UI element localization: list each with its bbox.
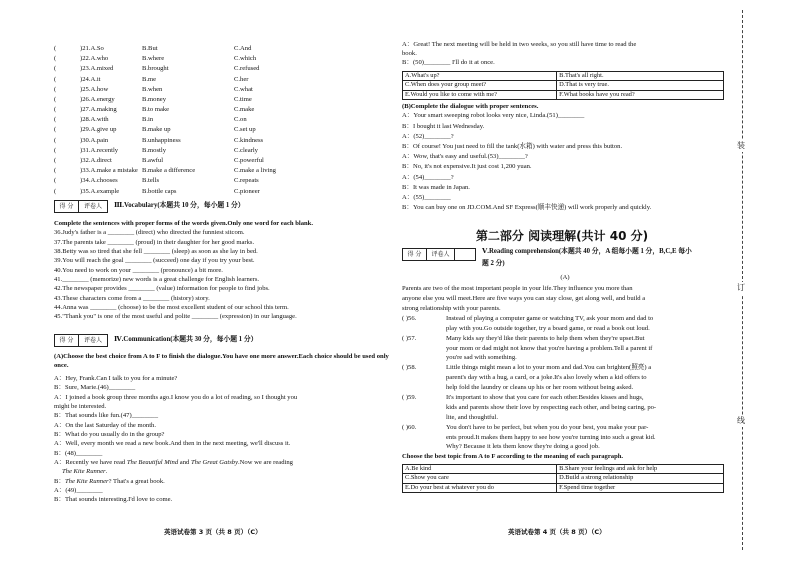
option-cell: C.Show you care [403, 474, 557, 484]
option-a: )22.A.who [80, 55, 109, 63]
answer-paren: ( [54, 65, 57, 73]
dialogue-b-line: B：It was made in Japan. [402, 183, 470, 191]
comm-instructions: (A)Choose the best choice from A to F to finish the dialogue.You have one more answer.Each choice should be used only once. [54, 353, 389, 369]
vocab-title: Ⅲ.Vocabulary(本题共 10 分，每小题 1 分） [114, 202, 245, 210]
question-line: kids and parents show their love by respecting each other, and being caring, po- [446, 403, 657, 411]
dialogue-line: A：Well, every month we read a new book.And then in the next meeting, we'll discuss it. [54, 440, 291, 448]
option-cell: A.Be kind [403, 464, 557, 474]
answer-paren: ( [54, 136, 57, 144]
question-line: parent's day with a hug, a card, or a joke.It's also lovely when a kid offers to [446, 374, 647, 382]
option-a: )21.A.So [80, 44, 104, 52]
dialogue-b-line: A：(52)________? [402, 132, 454, 140]
communication-section [54, 334, 394, 505]
option-row [54, 64, 394, 74]
vocab-line: 36.Judy's father is a ________ (direct) who directed the funniest sitcom. [54, 229, 245, 237]
vocab-line: 45."Thank you" is one of the most useful and polite ________ (expression) in our language. [54, 313, 297, 321]
dialogue-kite1 [54, 467, 394, 476]
option-b: B.money [142, 95, 166, 103]
reading-title-1: Ⅴ.Reading comprehension(本题共 40 分，A 组每小题 1 分，B,C,E 每小 [482, 248, 692, 255]
dialogue-recent [54, 458, 394, 467]
answer-paren: ( [54, 157, 57, 165]
option-b: B.where [142, 55, 165, 63]
dialogue-b-line: B：No, it's not expensive.It just cost 1,200 yuan. [402, 163, 532, 171]
dialogue-last: B：That sounds interesting.I'd love to come. [54, 496, 173, 504]
option-row [54, 85, 394, 95]
question-text [446, 393, 728, 423]
dialogue-b-line: B：I bought it last Wednesday. [402, 122, 485, 130]
option-c: C.make [234, 106, 255, 114]
answer-paren: ( [54, 177, 57, 185]
binding-mark-2: 订 [737, 283, 745, 292]
question-line: You don't have to be perfect, but when you do your best, you make your par- [446, 423, 649, 431]
option-cell: D.That is very true. [557, 81, 724, 91]
option-row [54, 126, 394, 136]
option-cell: A.What's up? [403, 71, 557, 81]
left-page [54, 0, 394, 561]
dialogue-b-line: B：Of course! You just need to fill the tank(水箱) with water and press this button. [402, 143, 623, 151]
vocab-line: 37.The parents take ________ (proud) in their daughter for her good marks. [54, 238, 255, 246]
option-a: )26.A.energy [80, 95, 115, 103]
option-row [54, 44, 394, 54]
option-row [54, 136, 394, 146]
score-box [54, 334, 108, 347]
dialogue-b-line: A：(54)________? [402, 173, 454, 181]
binding-mark-1: 装 [737, 141, 745, 150]
question-line: Why? Because it lets them know they're doing a good job. [446, 443, 600, 451]
vocab-instructions: Complete the sentences with proper forms of the words given.Only one word for each blank. [54, 220, 313, 227]
dlg-text: A：Recently we have read [54, 459, 127, 467]
option-row [54, 146, 394, 156]
question-line: you're sad with something. [446, 354, 517, 362]
option-cell: B.That's all right. [557, 71, 724, 81]
option-row [54, 54, 394, 64]
score-blank [455, 249, 475, 260]
question-row [402, 393, 728, 423]
option-box-row [403, 90, 724, 100]
option-c: C.on [234, 116, 247, 124]
passage-line: anyone else you will meet.Here are five ways you can stay close, get along well, and build a [402, 295, 646, 303]
option-b: B.brought [142, 65, 169, 73]
question-line: help fold the laundry or cleans up his or her room without being asked. [446, 384, 634, 392]
option-b: B.make up [142, 126, 171, 134]
option-a: )23.A.mixed [80, 65, 114, 73]
option-b: B.to make [142, 106, 170, 114]
dialogue-line: A：On the last Saturday of the month. [54, 421, 157, 429]
book-title: The Great Gatsby [190, 459, 238, 467]
reading-questions [402, 314, 728, 452]
option-box-row [403, 464, 724, 474]
question-text [446, 334, 728, 364]
option-c: C.her [234, 75, 249, 83]
option-b: B.me [142, 75, 157, 83]
passage-line: Parents are two of the most important people in your life.They influence you more than [402, 285, 633, 293]
section-b-title: (B)Complete the dialogue with proper sentences. [402, 103, 539, 111]
option-b: B.make a difference [142, 167, 196, 175]
dialogue-line: A：Hey, Frank.Can I talk to you for a minute? [54, 374, 178, 382]
vocab-line: 38.Betty was so tired that she fell ________ (sleep) as soon as she lay in bed. [54, 247, 258, 255]
grader-label: 评卷人 [83, 202, 102, 210]
question-line: It's important to show that you care for each other.Besides kisses and hugs, [446, 394, 644, 401]
vocab-line: 43.These characters come from a ________ (history) story. [54, 294, 210, 302]
dialogue-b-line: A：Your smart sweeping robot looks very nice, Linda.(51)________ [402, 112, 585, 120]
option-row [54, 156, 394, 166]
answer-paren: ( [54, 44, 57, 52]
grader-label: 评卷人 [83, 336, 102, 344]
option-cell: E.Would you like to come with me? [403, 90, 557, 100]
vocab-line: 39.You will reach the goal ________ (succeed) one day if you try your best. [54, 257, 255, 265]
option-row [54, 176, 394, 186]
option-c: C.repeats [234, 177, 259, 185]
option-b: B.in [142, 116, 154, 124]
reading-section [402, 248, 728, 493]
binding-mark-3: 线 [737, 416, 745, 425]
score-label: 得 分 [55, 201, 79, 212]
question-number: ( )58. [402, 364, 417, 372]
vocab-line: 44.Anna was ________ (choose) to be the most excellent student of our school this term. [54, 304, 289, 312]
answer-paren: ( [54, 75, 57, 83]
cloze-options [54, 44, 394, 197]
dlg-text: .Now we are reading [238, 459, 293, 467]
option-cell: E.Do your best at whatever you do [403, 483, 557, 493]
answer-paren: ( [54, 95, 57, 103]
dlg-text: and [178, 459, 191, 467]
dlg-text: . [105, 468, 108, 476]
option-c: C.And [234, 44, 252, 52]
grader-label: 评卷人 [427, 249, 455, 260]
dialogue-b-line: A：(55)________ [402, 194, 451, 202]
question-row [402, 314, 728, 334]
choose-instructions: Choose the best topic from A to F according to the meaning of each paragraph. [402, 453, 624, 461]
dialogue-line: B：(50)________ I'll do it at once. [402, 59, 495, 67]
option-c: C.refused [234, 65, 260, 73]
dlg-text: B： [54, 477, 65, 485]
option-row [54, 95, 394, 105]
right-page [402, 0, 728, 561]
passage-line: strong relationship with your parents. [402, 304, 501, 312]
dialogue-line: B：Sure, Marie.(46)________ [54, 384, 136, 392]
question-number: ( )59. [402, 394, 417, 401]
dialogue-a [54, 374, 394, 458]
option-box-row [403, 71, 724, 81]
question-line: lite, and thoughtful. [446, 413, 499, 421]
option-c: C.make a living [234, 167, 276, 175]
answer-paren: ( [54, 85, 57, 93]
options-box-b [402, 464, 724, 494]
option-cell: B.Share your feelings and ask for help [557, 464, 724, 474]
option-row [54, 166, 394, 176]
score-box [402, 248, 476, 261]
option-b: B.But [142, 44, 158, 52]
option-a: )31.A.recently [80, 146, 119, 154]
dialogue-b-line: A：Wow, that's easy and useful.(53)________? [402, 153, 528, 161]
dialogue-line: B：(48)________ [54, 449, 103, 457]
option-c: C.pioneer [234, 187, 260, 195]
reading-title-2: 题 2 分) [482, 260, 505, 268]
dialogue-line: A：Great! The next meeting will be held in two weeks, so you still have time to read the [402, 41, 637, 48]
question-row [402, 363, 728, 393]
option-a: )32.A.direct [80, 157, 112, 165]
option-row [54, 75, 394, 85]
dialogue-line: might be interested. [54, 402, 107, 410]
question-number: ( )60. [402, 423, 417, 431]
option-c: C.set up [234, 126, 256, 134]
vocab-line: 42.The newspaper provides ________ (value) information for people to find jobs. [54, 285, 270, 293]
option-box-row [403, 474, 724, 484]
vocab-line: 40.You need to work on your ________ (pronounce) a bit more. [54, 266, 223, 274]
book-title: The Kite Runner [62, 468, 106, 476]
option-a: )30.A.pain [80, 136, 109, 144]
section-a-label: (A) [560, 273, 570, 281]
vocabulary-section [54, 200, 394, 322]
option-a: )24.A.it [80, 75, 101, 83]
option-a: )33.A.make a mistake [80, 167, 138, 175]
dialogue-a-end [402, 40, 728, 214]
option-a: )35.A.example [80, 187, 120, 195]
dlg-text: ? That's a great book. [108, 477, 165, 485]
answer-paren: ( [54, 167, 57, 175]
option-a: )27.A.making [80, 106, 117, 114]
answer-paren: ( [54, 116, 57, 124]
dialogue-kite2 [54, 477, 394, 486]
option-c: C.what [234, 85, 253, 93]
question-text [446, 423, 728, 453]
question-number: ( )56. [402, 314, 417, 322]
option-b: B.unhappiness [142, 136, 181, 144]
option-b: B.bottle caps [142, 187, 177, 195]
option-c: C.powerful [234, 157, 264, 165]
answer-paren: ( [54, 126, 57, 134]
option-a: )28.A.with [80, 116, 109, 124]
book-title: The Beautiful Mind [126, 459, 179, 467]
vocab-line: 41.________ (memorize) new words is a great challenge for English learners. [54, 276, 260, 284]
option-cell: F.What books have you read? [557, 90, 724, 100]
answer-paren: ( [54, 106, 57, 114]
option-c: C.which [234, 55, 257, 63]
dialogue-line: A：I joined a book group three months ago.I know you do a lot of reading, so I thought you [54, 393, 298, 401]
vocab-lines [54, 228, 394, 322]
dialogue-b [402, 111, 728, 213]
dialogue-b-line: B：You can buy one on JD.COM.And SF Express(顺丰快递) will work properly and quickly. [402, 204, 652, 212]
answer-paren: ( [54, 146, 57, 154]
question-row [402, 423, 728, 453]
option-box-row [403, 483, 724, 493]
option-c: C.kindness [234, 136, 264, 144]
option-b: B.tells [142, 177, 160, 185]
question-number: ( )57. [402, 334, 417, 342]
dialogue-line: B：What do you usually do in the group? [54, 430, 165, 438]
dialogue-line: B：That sounds like fun.(47)________ [54, 412, 159, 420]
part-two-heading: 第二部分 阅读理解(共计 40 分) [475, 229, 649, 243]
score-box [54, 200, 108, 213]
question-text [446, 314, 728, 334]
option-b: B.when [142, 85, 163, 93]
question-row [402, 334, 728, 364]
comm-title: Ⅳ.Communication(本题共 30 分，每小题 1 分） [114, 336, 258, 344]
options-box-a [402, 71, 724, 101]
question-line: Little things might mean a lot to your mom and dad.You can brighten(照亮) a [446, 364, 652, 372]
question-line: Many kids say they'd like their parents to help them when they're upset.But [446, 334, 645, 342]
option-c: C.clearly [234, 146, 258, 154]
answer-paren: ( [54, 55, 57, 63]
page-footer-right: 英语试卷第 4 页（共 8 页）（C） [508, 528, 606, 536]
page-footer-left: 英语试卷第 3 页（共 8 页）（C） [164, 528, 262, 536]
book-title: The Kite Runner [65, 477, 109, 485]
option-cell: C.When does your group meet? [403, 81, 557, 91]
option-c: C.time [234, 95, 252, 103]
option-a: )34.A.chooses [80, 177, 118, 185]
question-line: ents proud.It makes them happy to see how you're turning into such a great kid. [446, 433, 656, 441]
question-line: play with you.Go outside together, try a board game, or read a book out loud. [446, 324, 650, 332]
option-cell: F.Spend time together [557, 483, 724, 493]
option-row [54, 187, 394, 197]
option-cell: D.Build a strong relationship [557, 474, 724, 484]
dialogue-line: book. [402, 50, 417, 58]
option-box-row [403, 81, 724, 91]
question-text [446, 363, 728, 393]
option-a: )25.A.how [80, 85, 109, 93]
option-b: B.mostly [142, 146, 166, 154]
answer-paren: ( [54, 187, 57, 195]
question-line: Instead of playing a computer game or watching TV, ask your mom and dad to [446, 314, 654, 322]
dialogue-49: A：(49)________ [54, 487, 103, 495]
question-line: your mom or dad might not know that you're having a problem.Tell a parent if [446, 344, 653, 352]
option-row [54, 115, 394, 125]
option-b: B.awful [142, 157, 164, 165]
option-a: )29.A.give up [80, 126, 117, 134]
option-row [54, 105, 394, 115]
score-label: 得 分 [55, 335, 79, 346]
reading-passage [402, 284, 728, 314]
score-label: 得 分 [403, 249, 427, 260]
binding-dashed-line [742, 10, 743, 550]
